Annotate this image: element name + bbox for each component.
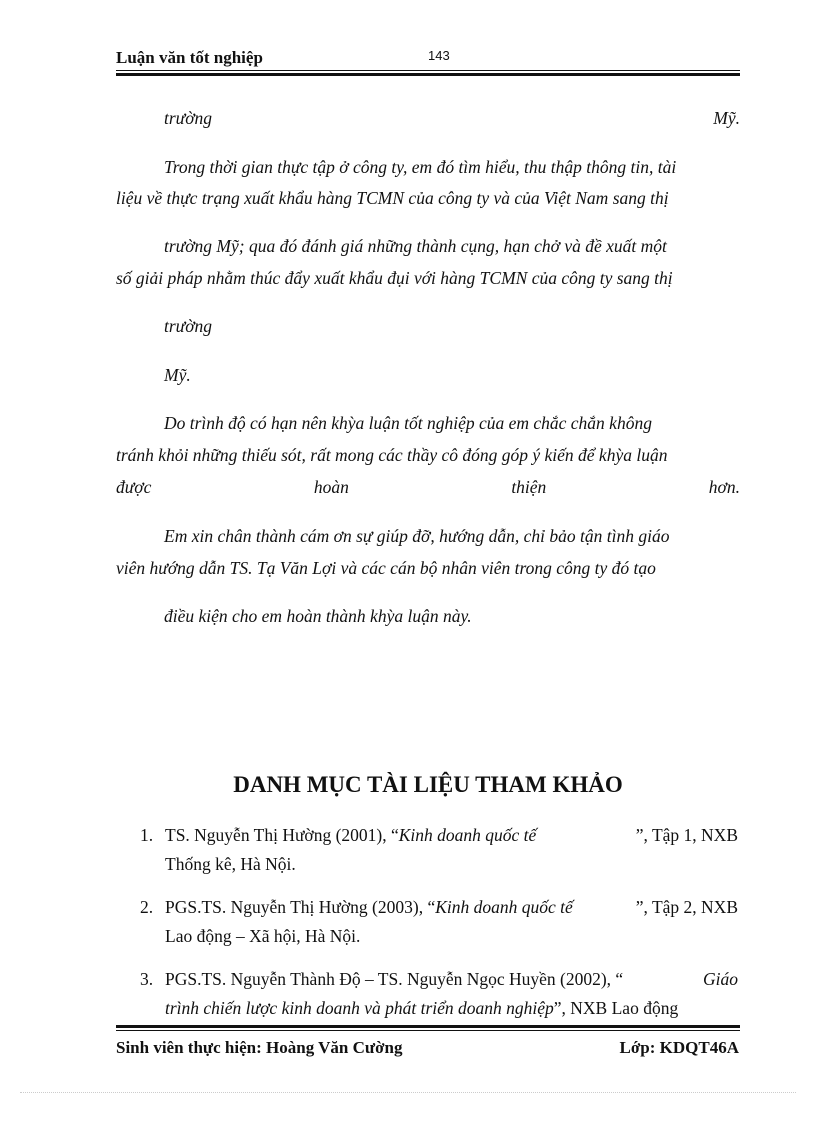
header-rule-thick xyxy=(116,73,740,76)
body-line: Trong thời gian thực tập ở công ty, em đó tìm hiểu, thu thập thông tin, tài xyxy=(164,157,677,177)
body-line: liệu về thực trạng xuất khẩu hàng TCMN của công ty và của Việt Nam sang thị xyxy=(116,188,669,208)
body-line: trường Mỹ; qua đó đánh giá những thành cụng, hạn chở và đề xuất một xyxy=(164,236,667,256)
body-line: được hoàn thiện hơn. xyxy=(116,477,740,497)
footer-student: Sinh viên thực hiện: Hoàng Văn Cường xyxy=(116,1038,403,1057)
body-line: Do trình độ có hạn nên khỳa luận tốt nghiệp của em chắc chắn không xyxy=(164,413,652,433)
body-line: Em xin chân thành cám ơn sự giúp đỡ, hướng dẫn, chỉ bảo tận tình giáo xyxy=(164,526,670,546)
body-line: số giải pháp nhằm thúc đẩy xuất khẩu đụi với hàng TCMN của công ty sang thị xyxy=(116,268,673,288)
page-number: 143 xyxy=(428,48,450,63)
body-line: trường xyxy=(164,316,213,336)
footer-rule-thin xyxy=(116,1030,740,1031)
body-line: trường Mỹ. xyxy=(164,108,740,128)
header-rule-thin xyxy=(116,70,740,71)
page-bottom-divider xyxy=(20,1092,796,1093)
body-line: viên hướng dẫn TS. Tạ Văn Lợi và các cán bộ nhân viên trong công ty đó tạo xyxy=(116,558,656,578)
body-line: tránh khỏi những thiếu sót, rất mong các thầy cô đóng góp ý kiến để khỳa luận xyxy=(116,445,668,465)
body-line: Mỹ. xyxy=(164,365,191,385)
header-title: Luận văn tốt nghiệp xyxy=(116,48,263,67)
references-title: DANH MỤC TÀI LIỆU THAM KHẢO xyxy=(233,772,623,797)
body-line: điều kiện cho em hoàn thành khỳa luận này. xyxy=(164,606,472,626)
footer-rule-thick xyxy=(116,1025,740,1028)
footer-class: Lớp: KDQT46A xyxy=(619,1038,739,1057)
